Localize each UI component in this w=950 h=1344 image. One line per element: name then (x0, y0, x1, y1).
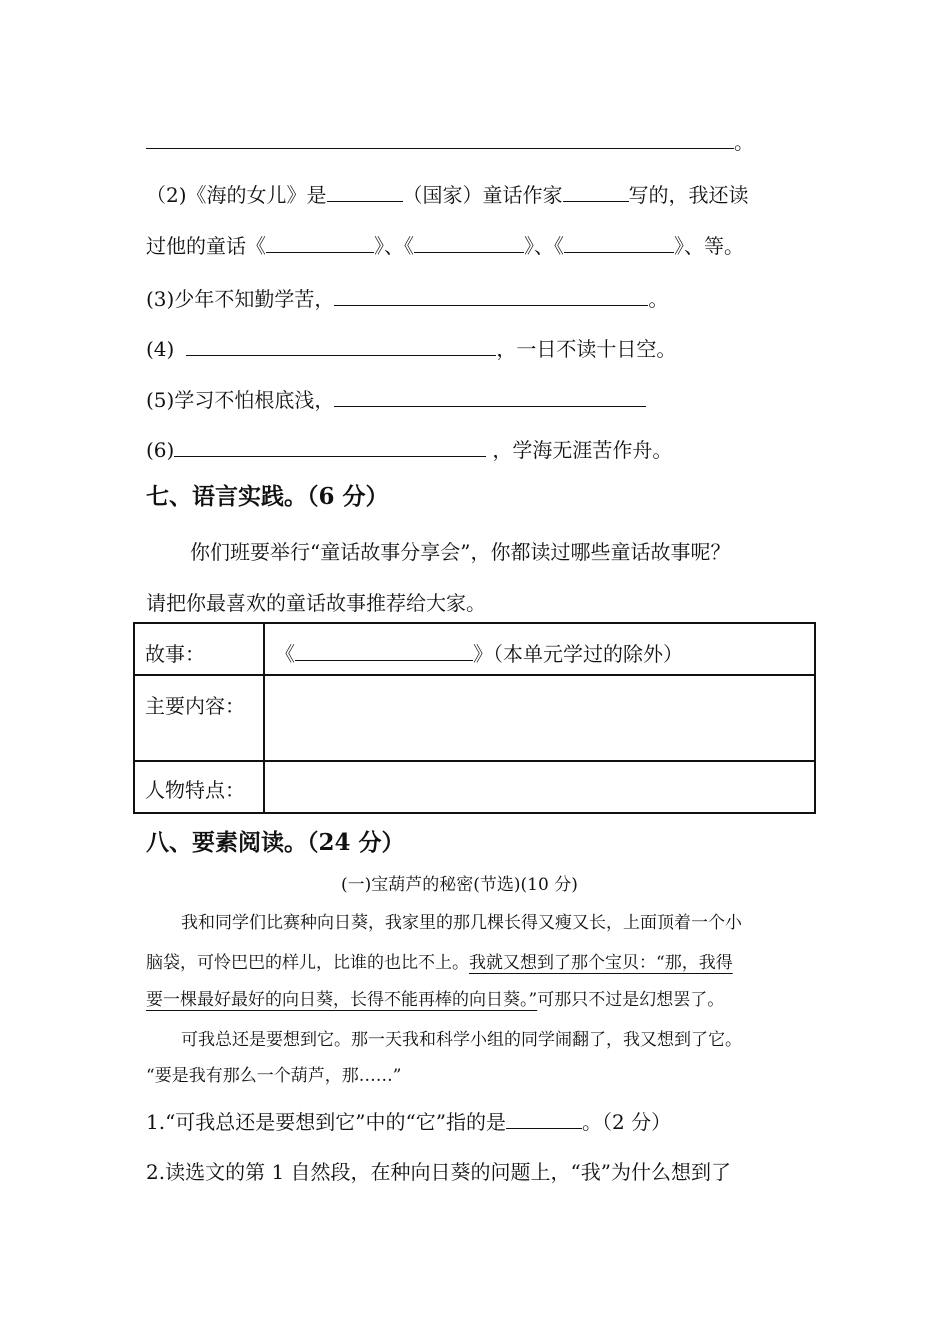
country-blank[interactable] (327, 181, 403, 202)
section-7-paragraph-2: 请把你最喜欢的童话故事推荐给大家。 (146, 591, 486, 615)
story-label: 故事： (134, 623, 264, 675)
main-content-label: 主要内容： (134, 675, 264, 761)
story-recommendation-table (133, 622, 816, 814)
underlined-sentence: 要一棵最好最好的向日葵，长得不能再棒的向日葵。” (146, 990, 538, 1010)
question-line-5: (4) ，一日不读十日空。 (146, 337, 677, 361)
question-1: 1.“可我总还是要想到它”中的“它”指的是 。（2 分） (146, 1110, 672, 1134)
passage-subtitle: (一)宝葫芦的秘密(节选)(10 分) (341, 875, 578, 895)
passage-line: 可我总还是要想到它。那一天我和科学小组的同学闹翻了，我又想到了它。 (181, 1030, 742, 1050)
story-title-blank[interactable] (295, 640, 473, 661)
answer-blank[interactable] (186, 335, 496, 356)
question-line-4: (3)少年不知勤学苦， 。 (146, 287, 669, 311)
passage-line: 脑袋，可怜巴巴的样儿，比谁的也比不上。我就又想到了那个宝贝：“那，我得 (146, 953, 733, 973)
answer-blank[interactable] (146, 128, 734, 149)
main-content-answer[interactable] (264, 675, 815, 761)
author-blank[interactable] (563, 181, 629, 202)
question-line-6: (5)学习不怕根底浅， (146, 386, 646, 412)
table-row (134, 623, 815, 675)
question-line-2: （2)《海的女儿》是 （国家）童话作家 写的，我还读 (146, 183, 749, 207)
section-8-title: 八、要素阅读。（24 分） (146, 829, 405, 856)
answer-blank[interactable] (174, 436, 486, 457)
passage-line: “要是我有那么一个葫芦，那……” (146, 1066, 402, 1086)
passage-line: 我和同学们比赛种向日葵，我家里的那几棵长得又瘦又长，上面顶着一个小 (181, 913, 742, 933)
book-blank-1[interactable] (266, 232, 374, 253)
answer-blank[interactable] (334, 386, 646, 407)
passage-line: 要一棵最好最好的向日葵，长得不能再棒的向日葵。”可那只不过是幻想罢了。 (146, 990, 725, 1010)
answer-blank[interactable] (334, 285, 648, 306)
section-7-paragraph-1: 你们班要举行“童话故事分享会”，你都读过哪些童话故事呢？ (190, 540, 731, 564)
book-blank-3[interactable] (564, 232, 674, 253)
fill-line-1: 。 (146, 128, 754, 154)
section-7-title: 七、语言实践。（6 分） (146, 483, 389, 510)
table-row (134, 675, 815, 761)
question-line-3: 过他的童话《 》、《 》、《 》、等。 (146, 234, 744, 258)
answer-blank[interactable] (506, 1108, 582, 1129)
question-2: 2.读选文的第 1 自然段，在种向日葵的问题上，“我”为什么想到了 (146, 1160, 731, 1184)
character-traits-answer[interactable] (264, 761, 815, 813)
character-traits-label: 人物特点： (134, 761, 264, 813)
table-row (134, 761, 815, 813)
underlined-sentence: 我就又想到了那个宝贝：“那，我得 (469, 953, 733, 973)
book-blank-2[interactable] (414, 232, 524, 253)
story-cell: 《 》（本单元学过的除外） (264, 623, 815, 675)
question-line-7: (6) ，学海无涯苦作舟。 (146, 438, 673, 462)
